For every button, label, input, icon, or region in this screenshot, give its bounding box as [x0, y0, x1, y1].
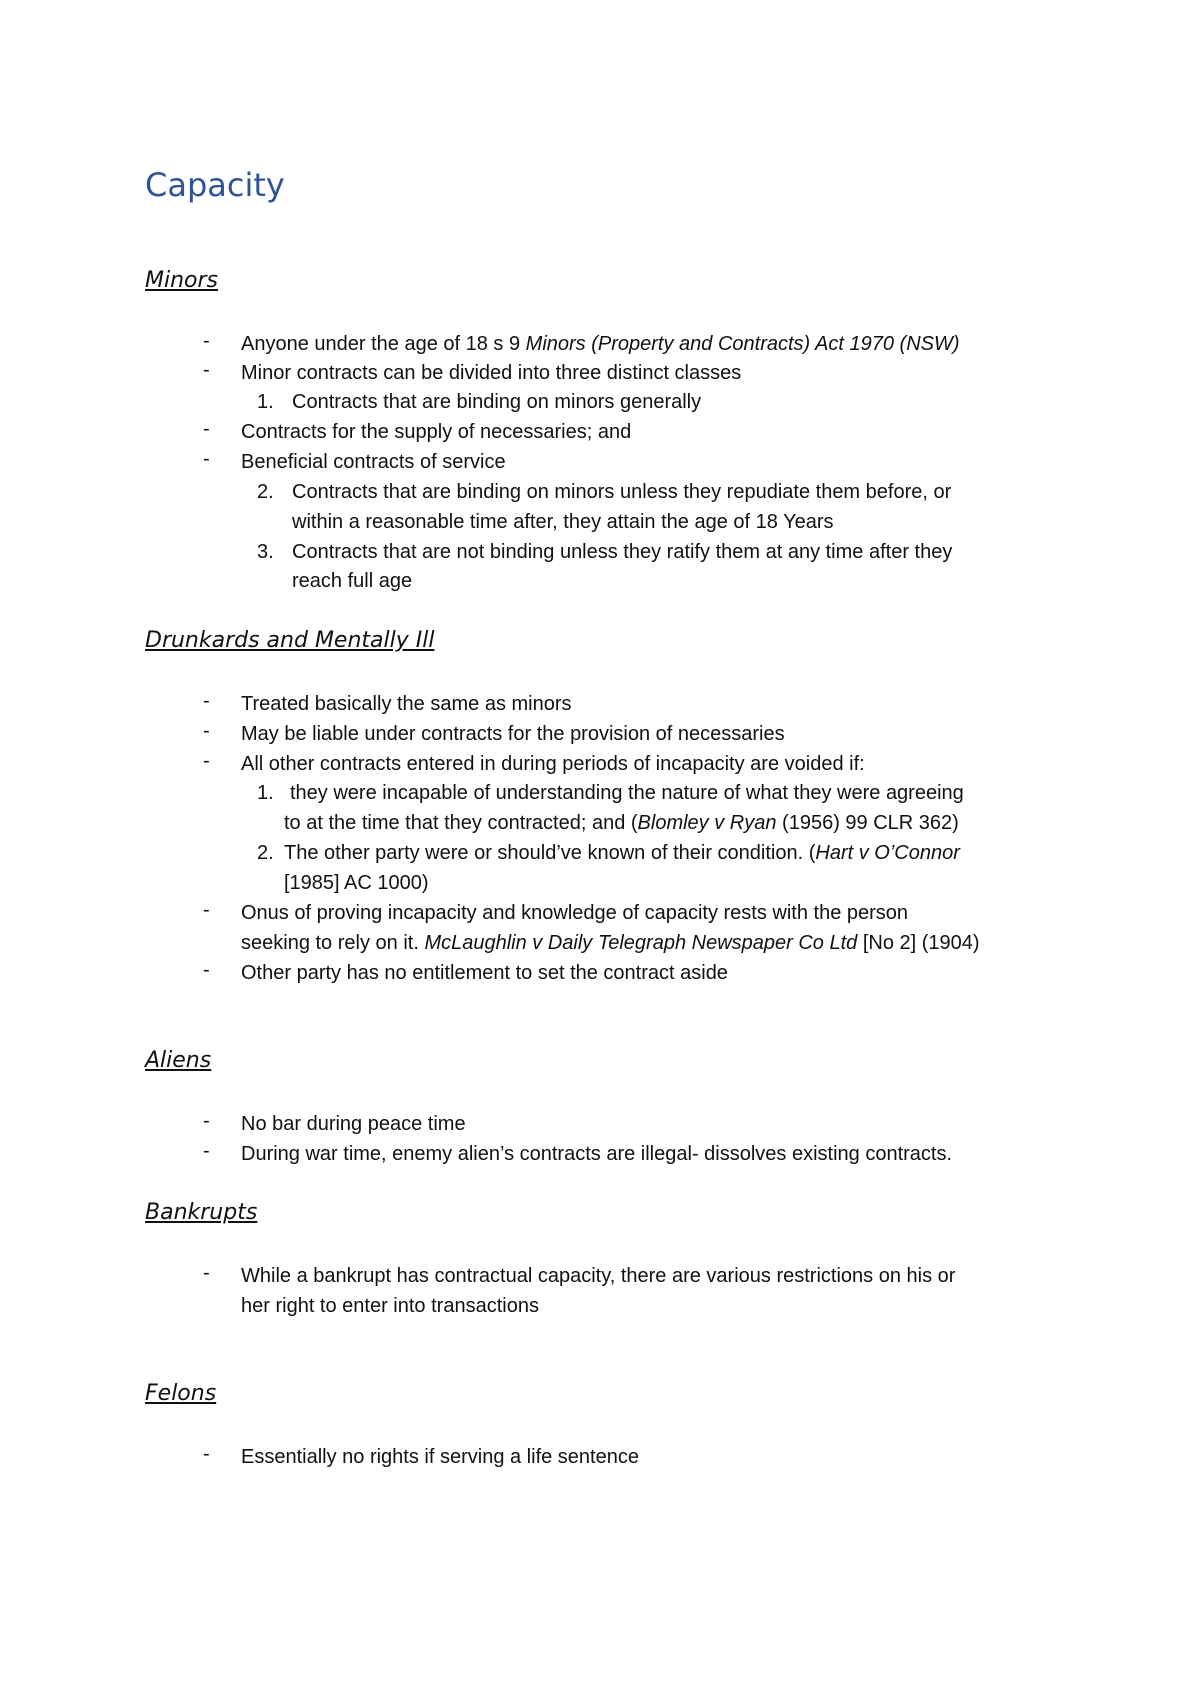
bankrupts-bullet-1-line-2: her right to enter into transactions: [241, 1295, 539, 1317]
minors-bullet-3: Contracts for the supply of necessaries; and: [241, 421, 632, 443]
felons-bullet-1: Essentially no rights if serving a life sentence: [241, 1446, 639, 1468]
list-number: 1.: [257, 391, 274, 413]
bullet-dash: -: [203, 959, 210, 981]
list-number: 2.: [257, 481, 274, 503]
bullet-dash: -: [203, 1443, 210, 1465]
drunkards-cond-1-line-2: to at the time that they contracted; and (Blomley v Ryan (1956) 99 CLR 362): [284, 812, 959, 834]
minors-bullet-2: Minor contracts can be divided into three distinct classes: [241, 362, 742, 384]
heading-drunkards: Drunkards and Mentally Ill: [145, 628, 435, 653]
aliens-bullet-2: During war time, enemy alien’s contracts are illegal- dissolves existing contracts.: [241, 1143, 953, 1165]
bullet-dash: -: [203, 418, 210, 440]
minors-bullet-4: Beneficial contracts of service: [241, 451, 506, 473]
drunkards-bullet-3: All other contracts entered in during periods of incapacity are voided if:: [241, 753, 865, 775]
bullet-dash: -: [203, 1140, 210, 1162]
minors-bullet-1: Anyone under the age of 18 s 9 Minors (Property and Contracts) Act 1970 (NSW): [241, 333, 960, 355]
list-number: 2.: [257, 842, 274, 864]
minors-class-2-line-1: Contracts that are binding on minors unless they repudiate them before, or: [292, 481, 952, 503]
drunkards-cond-2-line-1: The other party were or should’ve known of their condition. (Hart v O’Connor: [284, 842, 960, 864]
drunkards-cond-1-line-1: they were incapable of understanding the nature of what they were agreeing: [290, 782, 964, 804]
drunkards-cond-2-line-2: [1985] AC 1000): [284, 872, 429, 894]
bullet-dash: -: [203, 720, 210, 742]
bullet-dash: -: [203, 690, 210, 712]
minors-class-3-line-2: reach full age: [292, 570, 413, 592]
bullet-dash: -: [203, 359, 210, 381]
bullet-dash: -: [203, 1110, 210, 1132]
aliens-bullet-1: No bar during peace time: [241, 1113, 466, 1135]
bullet-dash: -: [203, 330, 210, 352]
heading-aliens: Aliens: [145, 1048, 212, 1073]
drunkards-bullet-2: May be liable under contracts for the provision of necessaries: [241, 723, 785, 745]
bankrupts-bullet-1-line-1: While a bankrupt has contractual capacity, there are various restrictions on his or: [241, 1265, 956, 1287]
page-title: Capacity: [145, 166, 285, 204]
bullet-dash: -: [203, 1262, 210, 1284]
minors-class-3-line-1: Contracts that are not binding unless they ratify them at any time after they: [292, 541, 953, 563]
drunkards-bullet-1: Treated basically the same as minors: [241, 693, 572, 715]
heading-bankrupts: Bankrupts: [145, 1200, 258, 1225]
list-number: 3.: [257, 541, 274, 563]
heading-minors: Minors: [145, 268, 219, 293]
minors-class-2-line-2: within a reasonable time after, they attain the age of 18 Years: [292, 511, 834, 533]
drunkards-bullet-5: Other party has no entitlement to set the contract aside: [241, 962, 728, 984]
drunkards-bullet-4-line-2: seeking to rely on it. McLaughlin v Daily Telegraph Newspaper Co Ltd [No 2] (1904): [241, 932, 980, 954]
drunkards-bullet-4-line-1: Onus of proving incapacity and knowledge of capacity rests with the person: [241, 902, 909, 924]
list-number: 1.: [257, 782, 274, 804]
minors-class-1: Contracts that are binding on minors generally: [292, 391, 702, 413]
bullet-dash: -: [203, 899, 210, 921]
bullet-dash: -: [203, 750, 210, 772]
heading-felons: Felons: [145, 1381, 217, 1406]
bullet-dash: -: [203, 448, 210, 470]
